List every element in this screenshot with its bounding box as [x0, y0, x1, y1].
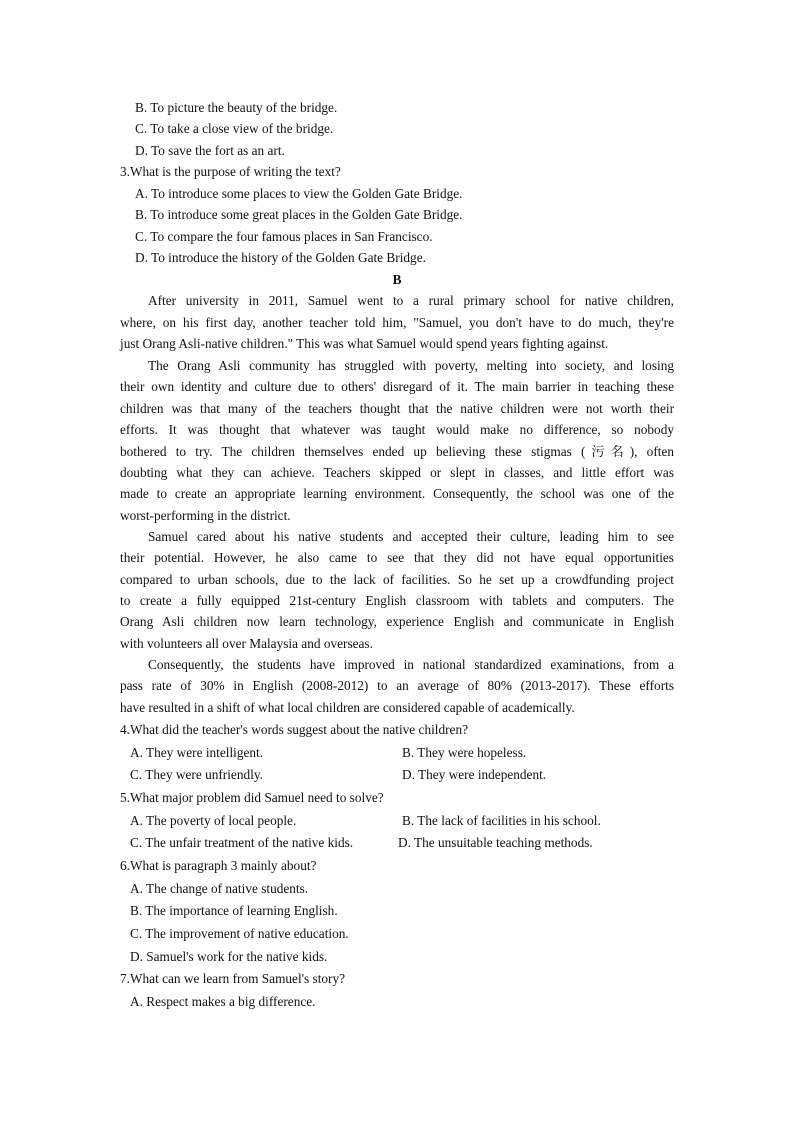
- question-3-option-d: D. To introduce the history of the Golden Gate Bridge.: [135, 250, 426, 265]
- section-heading: B: [392, 272, 402, 287]
- question-6-stem: 6.What is paragraph 3 mainly about?: [120, 858, 317, 873]
- passage-line: efforts. It was thought that whatever was taught would make no difference, so nobody: [120, 422, 674, 437]
- question-6-option-c: C. The improvement of native education.: [130, 926, 349, 941]
- question-7-stem: 7.What can we learn from Samuel's story?: [120, 971, 346, 986]
- question-6-option-b: B. The importance of learning English.: [130, 903, 338, 918]
- question-6-option-d: D. Samuel's work for the native kids.: [130, 949, 328, 964]
- passage-line: have resulted in a shift of what local children are considered capable of academically.: [120, 700, 575, 715]
- passage-line: just Orang Asli-native children." This was what Samuel would spend years fighting against.: [120, 336, 609, 351]
- question-3-stem: 3.What is the purpose of writing the text?: [120, 164, 341, 179]
- passage-line: Orang Asli children now learn technology, experience English and communicate in English: [120, 614, 674, 629]
- question-3-option-b: B. To introduce some great places in the Golden Gate Bridge.: [135, 207, 463, 222]
- passage-line: Samuel cared about his native students and accepted their culture, leading him to see: [148, 529, 674, 544]
- question-4-option-a: A. They were intelligent.: [130, 745, 264, 760]
- passage-line: pass rate of 30% in English (2008-2012) to an average of 80% (2013-2017). These efforts: [120, 678, 674, 693]
- passage-line: bothered to try. The children themselves ended up believing these stigmas (污名), often: [120, 444, 674, 459]
- question-5-option-b: B. The lack of facilities in his school.: [402, 813, 601, 828]
- prev-option-d: D. To save the fort as an art.: [135, 143, 285, 158]
- question-5-option-d: D. The unsuitable teaching methods.: [398, 835, 593, 850]
- passage-line: children was that many of the teachers thought that the native children were not worth their: [120, 401, 674, 416]
- question-4-option-b: B. They were hopeless.: [402, 745, 527, 760]
- question-4-option-d: D. They were independent.: [402, 767, 547, 782]
- passage-line: Consequently, the students have improved in national standardized examinations, from a: [148, 657, 674, 672]
- prev-option-c: C. To take a close view of the bridge.: [135, 121, 334, 136]
- question-5-option-a: A. The poverty of local people.: [130, 813, 297, 828]
- passage-line: their potential. However, he also came to see that they did not have equal opportunities: [120, 550, 674, 565]
- passage-line: doubting what they can achieve. Teachers skipped or slept in classes, and little effort was: [120, 465, 674, 480]
- question-3-option-c: C. To compare the four famous places in San Francisco.: [135, 229, 433, 244]
- passage-line: worst-performing in the district.: [120, 508, 291, 523]
- passage-line: to create a fully equipped 21st-century English classroom with tablets and computers. The: [120, 593, 674, 608]
- question-3-option-a: A. To introduce some places to view the Golden Gate Bridge.: [135, 186, 463, 201]
- prev-option-b: B. To picture the beauty of the bridge.: [135, 100, 338, 115]
- passage-line: with volunteers all over Malaysia and overseas.: [120, 636, 373, 651]
- passage-line: their own identity and culture due to others' disregard of it. The main barrier in teaching these: [120, 379, 674, 394]
- passage-line: After university in 2011, Samuel went to a rural primary school for native children,: [148, 293, 674, 308]
- question-7-option-a: A. Respect makes a big difference.: [130, 994, 316, 1009]
- passage-line: where, on his first day, another teacher told him, "Samuel, you don't have to do much, they're: [120, 315, 674, 330]
- passage-line: compared to urban schools, due to the lack of facilities. So he set up a crowdfunding project: [120, 572, 674, 587]
- question-5-stem: 5.What major problem did Samuel need to solve?: [120, 790, 384, 805]
- question-4-option-c: C. They were unfriendly.: [130, 767, 263, 782]
- question-4-stem: 4.What did the teacher's words suggest about the native children?: [120, 722, 469, 737]
- question-5-option-c: C. The unfair treatment of the native kids.: [130, 835, 354, 850]
- passage-line: The Orang Asli community has struggled with poverty, melting into society, and losing: [148, 358, 674, 373]
- question-6-option-a: A. The change of native students.: [130, 881, 309, 896]
- passage-line: made to create an appropriate learning environment. Consequently, the school was one of the: [120, 486, 674, 501]
